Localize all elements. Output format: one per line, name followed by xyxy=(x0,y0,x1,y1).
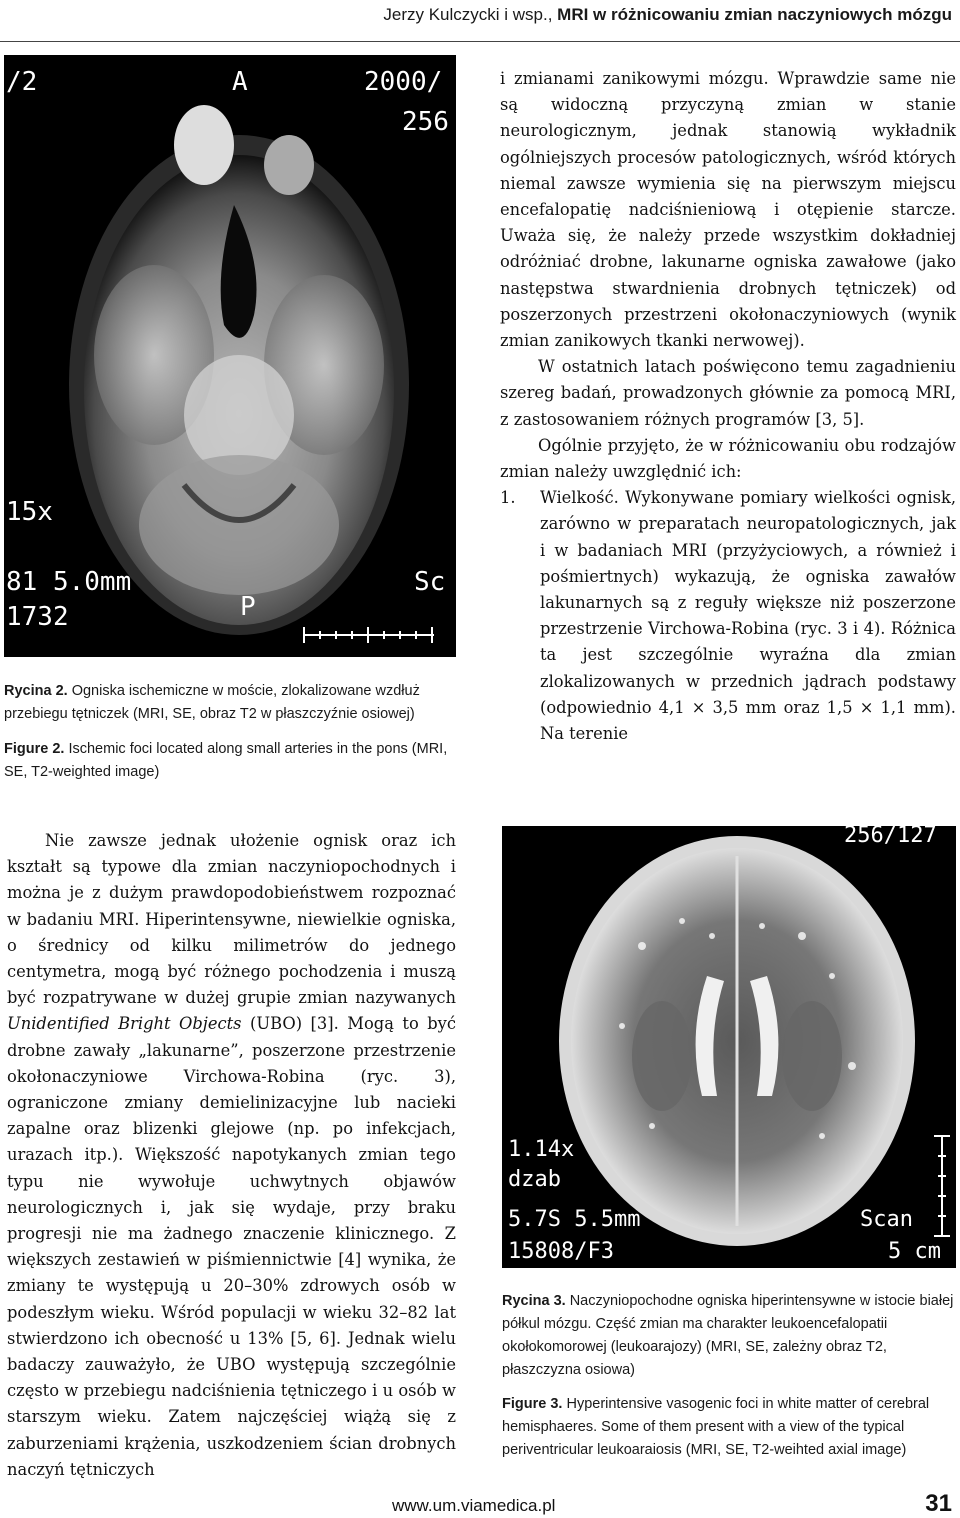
overlay-bl2: 15808/F3 xyxy=(508,1239,614,1264)
right-column-text xyxy=(500,66,956,747)
left-paragraph-1-b: (UBO) [3]. Mogą to być drobne zawały „lakunarne”, poszerzone przestrzenie okołonaczyniowe Virchowa-Robina (ryc. 3), ograniczone zmiany demielinizacyjne lub nacieki zapalne oraz blizenki glejowe (np. po infekcjach, urazach itp.). Większość napotykanych zmian tego typu nie wywołuje uchwytnych objawów neurologicznych i, jak się wydaje, przy braku progresji nie ma żadnego znaczenie klinicznego. Z większych zestawień w piśmiennictwie [4] wynika, że zmiany te występują u 20–30% zdrowych osób w podeszłym wieku. Wśród populacji w wieku 32–82 lat stwierdzono ich obecność u 13% [5, 6]. Jednak wielu badaczy zauważyło, że UBO występują szczególnie często w przebiegu nadciśnienia tętniczego i u osób w starszym wieku. Zatem najczęściej wiążą się z zaburzeniami krążenia, uszkodzeniem ścian drobnych naczyń tętniczych xyxy=(7,1014,456,1479)
figure-3-caption-pl xyxy=(502,1290,956,1382)
figure-2-label-pl: Rycina 2. xyxy=(4,683,68,699)
left-paragraph-1-em: Unidentified Bright Objects xyxy=(7,1014,242,1034)
overlay-tr2: 256 xyxy=(402,107,449,137)
header-rule xyxy=(0,41,960,42)
overlay-tr: 256/127 xyxy=(844,826,937,848)
figure-2-text-en: Ischemic foci located along small arteries in the pons (MRI, SE, T2-weighted image) xyxy=(4,741,448,780)
list-item-1-number: 1. xyxy=(500,488,516,508)
left-column-text xyxy=(7,828,456,1483)
figure-2-label-en: Figure 2. xyxy=(4,741,65,757)
overlay-bl2: 1732 xyxy=(6,602,69,632)
left-paragraph-1-a: Nie zawsze jednak ułożenie ognisk oraz ich kształt są typowe dla zmian naczyniopochodnych i można je z dużym prawdopodobieństwem rozpoznać w badaniu MRI. Hiperintensywne, niewielkie ogniska, o średnicy od kilku milimetrów do jednego centymetra, mogą być różnego pochodzenia i muszą być rozpatrywane w dużej grupie zmian nazywanych xyxy=(7,831,456,1008)
overlay-tr1: 2000/ xyxy=(364,67,443,97)
figure-2-caption-en xyxy=(4,738,456,784)
figure-3-label-pl: Rycina 3. xyxy=(502,1293,566,1309)
figure-2-mri-image xyxy=(4,55,456,657)
list-item-1 xyxy=(500,485,956,747)
overlay-ml1: 1.14x xyxy=(508,1137,575,1162)
overlay-tc: A xyxy=(232,67,248,97)
left-paragraph-1 xyxy=(7,828,456,1483)
figure-3-text-pl: Naczyniopochodne ogniska hiperintensywne w istocie białej półkul mózgu. Część zmian ma charakter leukoencefalopatii okołokomorowej (leukoarajozy) (MRI, SE, zależny obraz T2, płaszczyzna osiowa) xyxy=(502,1293,954,1378)
overlay-ml: 15x xyxy=(6,497,53,527)
page-footer xyxy=(0,1488,960,1518)
figure-3-caption-en xyxy=(502,1393,956,1462)
overlay-tl: /2 xyxy=(6,67,38,97)
overlay-bl1: 5.7S 5.5mm xyxy=(508,1207,641,1232)
figure-3-text-en: Hyperintensive vasogenic foci in white matter of cerebral hemisphaeres. Some of them present with a view of the typical periventricular leukoaraiosis (MRI, SE, T2-weihted axial image) xyxy=(502,1396,930,1458)
header-title: MRI w różnicowaniu zmian naczyniowych mózgu xyxy=(557,5,952,24)
page-number: 31 xyxy=(925,1490,952,1517)
footer-url[interactable]: www.um.viamedica.pl xyxy=(392,1496,556,1515)
overlay-bc: P xyxy=(240,592,256,622)
overlay-ml2: dzab xyxy=(508,1167,561,1192)
overlay-br: Sc xyxy=(414,567,446,597)
figure-3-mri-image xyxy=(502,826,956,1268)
right-paragraph-3: Ogólnie przyjęto, że w różnicowaniu obu rodzajów zmian należy uwzględnić ich: xyxy=(500,435,956,482)
overlay-bl1: 81 5.0mm xyxy=(6,567,132,597)
right-paragraph-2: W ostatnich latach poświęcono temu zagadnieniu szereg badań, prowadzonych głównie za pomocą MRI, z zastosowaniem różnych programów [3, 5]. xyxy=(500,357,956,429)
figure-2-text-pl: Ogniska ischemiczne w moście, zlokalizowane wzdłuż przebiegu tętniczek (MRI, SE, obraz T2 w płaszczyźnie osiowej) xyxy=(4,683,420,722)
right-paragraph-1: i zmianami zanikowymi mózgu. Wprawdzie same nie są widoczną przyczyną zmian w stanie neurologicznym, jednak stanowią wykładnik ogólniejszych procesów patologicznych, wśród których niemal zawsze wymienia się na pierwszym miejscu encefalopatię nadciśnieniową i otępienie starcze. Uważa się, że należy przede wszystkim dokładniej odróżniać drobne, lakunarne ogniska zawałowe (jako następstwa stwardnienia drobnych tętniczek) od poszerzonych przestrzeni okołonaczyniowych (wynik zmian zanikowych tkanki nerwowej). xyxy=(500,69,956,351)
overlay-br2: 5 cm xyxy=(888,1239,941,1264)
header-authors: Jerzy Kulczycki i wsp., xyxy=(383,5,558,24)
running-header xyxy=(8,2,952,30)
overlay-br1: Scan xyxy=(860,1207,913,1232)
list-item-1-text: Wielkość. Wykonywane pomiary wielkości ognisk, zarówno w preparatach neuropatologicznych, jak i w badaniach MRI (przyżyciowych, a również i pośmiertnych) wykazują, że ogniska zawałów lakunarnych są z reguły większe niż poszerzone przestrzenie Virchowa-Robina (ryc. 3 i 4). Różnica ta jest szczególnie wyraźna dla zmian zlokalizowanych w przednich jądrach podstawy (odpowiednio 4,1 × 3,5 mm oraz 1,5 × 1,1 mm). Na terenie xyxy=(540,488,956,744)
figure-3-label-en: Figure 3. xyxy=(502,1396,563,1412)
figure-2-caption-pl xyxy=(4,680,456,726)
